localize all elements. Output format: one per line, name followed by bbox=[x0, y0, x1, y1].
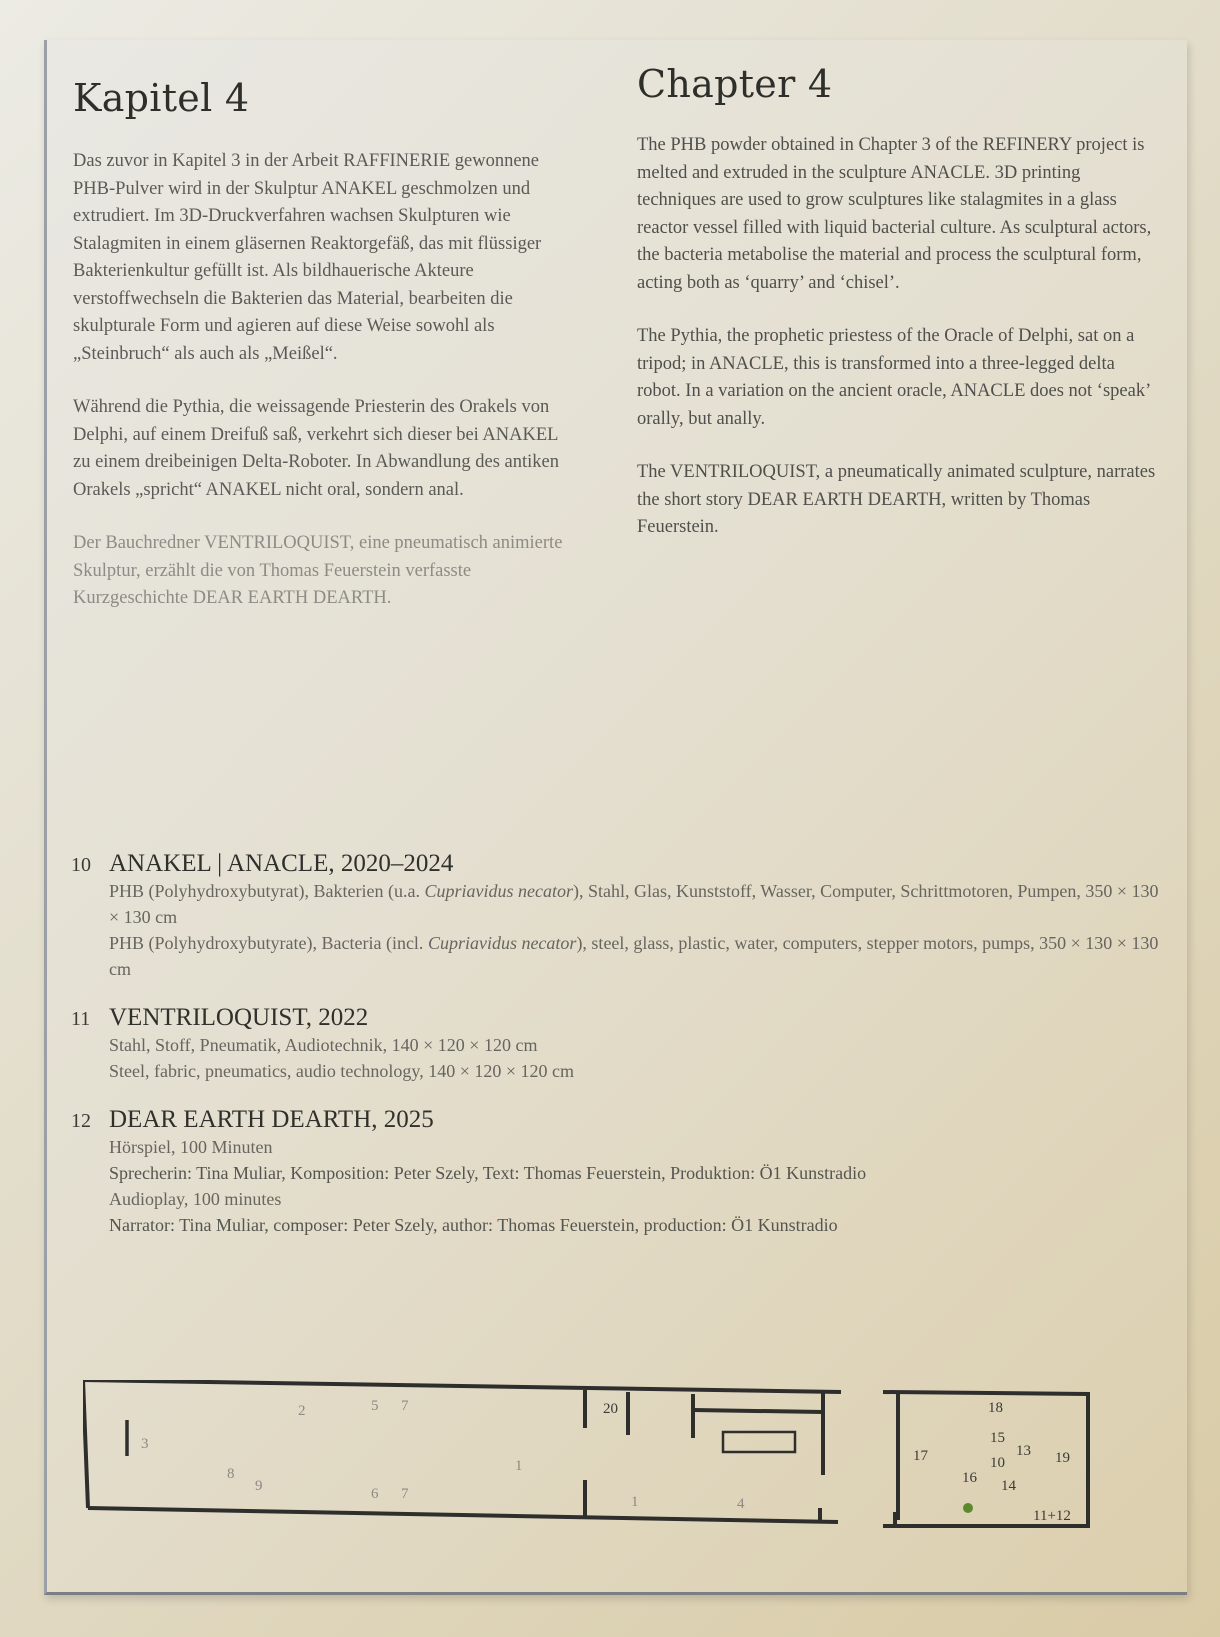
plan-labels-right bbox=[913, 1400, 1071, 1524]
plan-label: 8 bbox=[227, 1466, 235, 1482]
work-materials-de: PHB (Polyhydroxybutyrat), Bakterien (u.a. Cupriavidus necator), Stahl, Glas, Kunststoff, Wasser, Computer, Schrittmotoren, Pumpen, 350 × 130 × 130 cm bbox=[109, 881, 1159, 927]
work-title: ANAKEL | ANACLE, 2020–2024 bbox=[109, 850, 454, 877]
work-title: DEAR EARTH DEARTH, 2025 bbox=[109, 1106, 434, 1133]
work-entry-anakel bbox=[71, 850, 1161, 982]
work-number: 11 bbox=[71, 1008, 91, 1030]
plan-label: 5 bbox=[371, 1398, 379, 1414]
plan-location-marker bbox=[963, 1503, 973, 1513]
work-medium-en: Audioplay, 100 minutes bbox=[109, 1189, 282, 1209]
plan-label: 7 bbox=[401, 1486, 409, 1502]
plan-label: 4 bbox=[737, 1496, 745, 1512]
species-name: Cupriavidus necator bbox=[427, 933, 577, 953]
english-paragraph-3: The VENTRILOQUIST, a pneumatically animated sculpture, narrates the short story DEAR EARTH DEARTH, written by Thomas Feuerstein. bbox=[637, 462, 1156, 537]
plan-label: 11+12 bbox=[1033, 1508, 1071, 1524]
plan-label: 6 bbox=[371, 1486, 379, 1502]
plan-label: 7 bbox=[401, 1398, 409, 1414]
work-entry-dear-earth-dearth bbox=[71, 1106, 1161, 1238]
plan-vitrine bbox=[723, 1432, 795, 1452]
plan-label: 14 bbox=[1001, 1478, 1016, 1494]
species-name: Cupriavidus necator bbox=[424, 881, 573, 901]
german-paragraph-2: Während die Pythia, die weissagende Priesterin des Orakels von Delphi, auf einem Dreifuß saß, verkehrt sich dieser bei ANAKEL zu einem dreibeinigen Delta-Roboter. In Abwandlung des antiken Orakels „spricht“ ANAKEL nicht oral, sondern anal. bbox=[73, 397, 560, 500]
work-materials-en: Steel, fabric, pneumatics, audio technology, 140 × 120 × 120 cm bbox=[109, 1061, 575, 1081]
plan-label: 3 bbox=[141, 1436, 149, 1452]
plan-label: 13 bbox=[1016, 1443, 1031, 1459]
german-paragraph-1: Das zuvor in Kapitel 3 in der Arbeit RAFFINERIE gewonnene PHB-Pulver wird in der Skulptur ANAKEL geschmolzen und extrudiert. Im 3D-Druckverfahren wachsen Skulpturen wie Stalagmiten in einem gläsernen Reaktorgefäß, das mit flüssiger Bakterienkultur gefüllt ist. Als bildhauerische Akteure verstoffwechseln die Bakterien das Material, bearbeiten die skulpturale Form und agieren auf diese Weise sowohl als „Steinbruch“ als auch als „Meißel“. bbox=[73, 151, 542, 364]
plan-label: 2 bbox=[298, 1403, 306, 1419]
work-number: 10 bbox=[71, 854, 91, 876]
plan-labels bbox=[141, 1398, 523, 1502]
work-number: 12 bbox=[71, 1110, 91, 1132]
english-heading: Chapter 4 bbox=[637, 62, 833, 106]
english-column bbox=[637, 62, 1157, 568]
work-entry-ventriloquist bbox=[71, 1004, 1161, 1084]
work-materials-en: PHB (Polyhydroxybutyrate), Bacteria (incl. Cupriavidus necator), steel, glass, plastic, water, computers, stepper motors, pumps, 350 × 130 × 130 cm bbox=[109, 933, 1159, 979]
work-credits-en: Narrator: Tina Muliar, composer: Peter Szely, author: Thomas Feuerstein, production: Ö1 Kunstradio bbox=[109, 1215, 838, 1235]
exhibition-wall-panel bbox=[44, 40, 1187, 1595]
plan-wall-left bbox=[83, 1380, 88, 1508]
english-paragraph-1: The PHB powder obtained in Chapter 3 of the REFINERY project is melted and extruded in the sculpture ANACLE. 3D printing techniques are used to grow sculptures like stalagmites in a glass reactor vessel filled with liquid bacterial culture. As sculptural actors, the bacteria metabolise the material and process the sculptural form, acting both as ‘quarry’ and ‘chisel’. bbox=[637, 135, 1152, 293]
plan-label: 15 bbox=[990, 1430, 1005, 1446]
plan-label: 10 bbox=[990, 1455, 1005, 1471]
work-medium-de: Hörspiel, 100 Minuten bbox=[109, 1137, 273, 1157]
plan-labels-dark bbox=[603, 1401, 618, 1417]
german-paragraph-3: Der Bauchredner VENTRILOQUIST, eine pneumatisch animierte Skulptur, erzählt die von Thomas Feuerstein verfasste Kurzgeschichte DEAR EARTH DEARTH. bbox=[73, 533, 563, 608]
german-column bbox=[73, 76, 573, 639]
plan-wall-top bbox=[83, 1380, 841, 1392]
plan-label: 1 bbox=[515, 1458, 523, 1474]
floor-plan bbox=[83, 1380, 1173, 1580]
plan-label: 18 bbox=[988, 1400, 1003, 1416]
plan-label: 1 bbox=[631, 1494, 639, 1510]
plan-label: 17 bbox=[913, 1448, 928, 1464]
work-materials-de: Stahl, Stoff, Pneumatik, Audiotechnik, 140 × 120 × 120 cm bbox=[109, 1035, 538, 1055]
plan-label: 16 bbox=[962, 1470, 977, 1486]
plan-label: 9 bbox=[255, 1478, 263, 1494]
plan-wall-inner bbox=[693, 1410, 823, 1412]
works-list bbox=[71, 850, 1161, 1260]
plan-label: 20 bbox=[603, 1401, 618, 1417]
plan-wall-bottom bbox=[88, 1508, 838, 1522]
german-heading: Kapitel 4 bbox=[73, 76, 250, 120]
work-credits-de: Sprecherin: Tina Muliar, Komposition: Peter Szely, Text: Thomas Feuerstein, Produktion: Ö1 Kunstradio bbox=[109, 1163, 867, 1183]
floor-plan-drawing bbox=[83, 1380, 1173, 1580]
work-title: VENTRILOQUIST, 2022 bbox=[109, 1004, 369, 1031]
english-paragraph-2: The Pythia, the prophetic priestess of the Oracle of Delphi, sat on a tripod; in ANACLE, this is transformed into a three-legged delta robot. In a variation on the ancient oracle, ANACLE does not ‘speak’ orally, but anally. bbox=[637, 326, 1150, 429]
plan-label: 19 bbox=[1055, 1450, 1070, 1466]
